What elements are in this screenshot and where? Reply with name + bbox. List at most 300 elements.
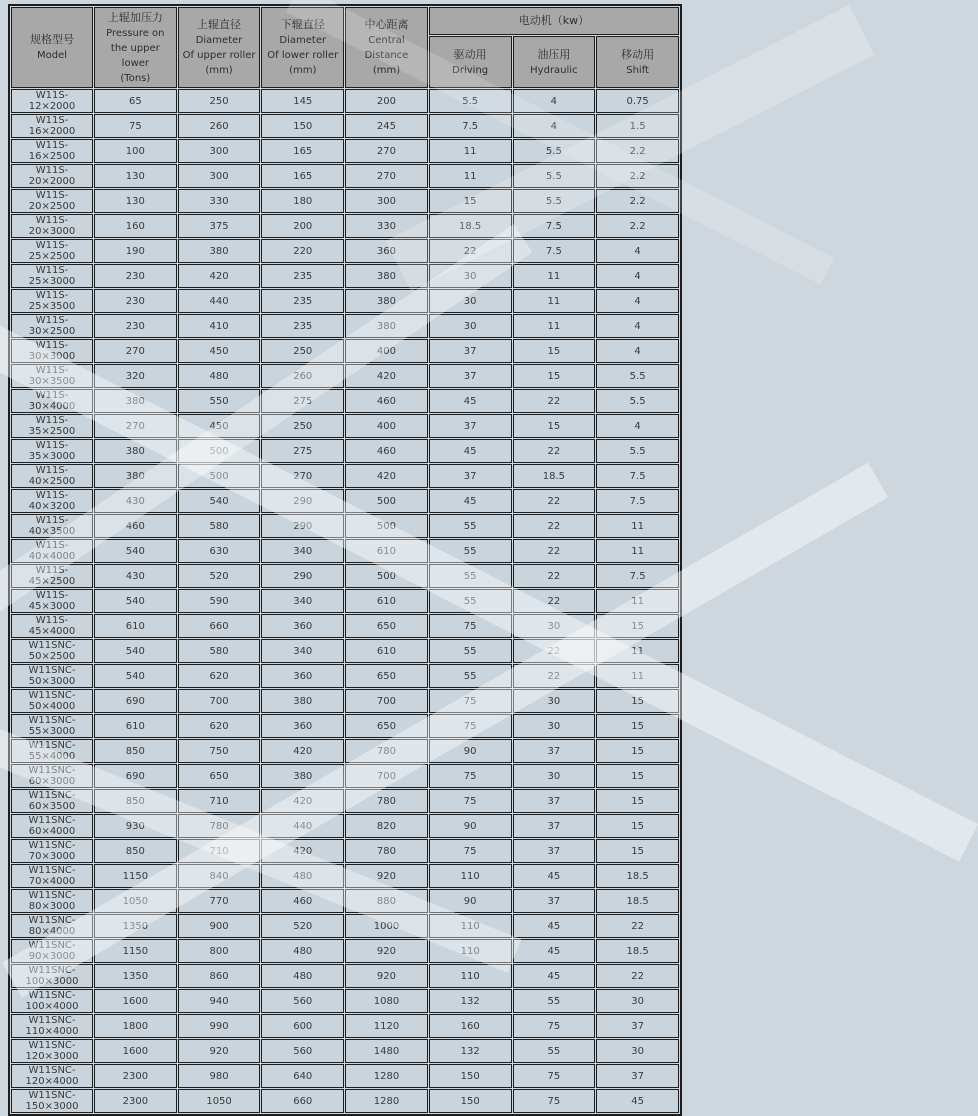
header-driving-en: Driving xyxy=(452,64,489,76)
cell-driving-kw: 37 xyxy=(429,414,512,438)
cell-pressure: 2300 xyxy=(94,1064,177,1088)
cell-lower-roller: 165 xyxy=(261,139,344,163)
cell-hydraulic-kw: 22 xyxy=(513,489,596,513)
table-row xyxy=(11,214,679,238)
cell-hydraulic-kw: 15 xyxy=(513,414,596,438)
cell-pressure: 1150 xyxy=(94,864,177,888)
cell-pressure: 430 xyxy=(94,489,177,513)
table-row xyxy=(11,714,679,738)
cell-lower-roller: 340 xyxy=(261,589,344,613)
cell-hydraulic-kw: 5.5 xyxy=(513,189,596,213)
cell-upper-roller: 940 xyxy=(178,989,261,1013)
header-motor-label: 电动机（kw） xyxy=(518,14,590,27)
table-row xyxy=(11,289,679,313)
cell-shift-kw: 15 xyxy=(596,789,679,813)
cell-shift-kw: 4 xyxy=(596,414,679,438)
cell-pressure: 380 xyxy=(94,439,177,463)
cell-pressure: 540 xyxy=(94,639,177,663)
cell-pressure: 850 xyxy=(94,739,177,763)
cell-upper-roller: 550 xyxy=(178,389,261,413)
header-central-distance-en1: Central xyxy=(368,35,405,46)
cell-upper-roller: 250 xyxy=(178,89,261,113)
table-row xyxy=(11,114,679,138)
cell-pressure: 380 xyxy=(94,389,177,413)
cell-driving-kw: 75 xyxy=(429,689,512,713)
cell-hydraulic-kw: 15 xyxy=(513,364,596,388)
cell-lower-roller: 290 xyxy=(261,514,344,538)
table-row xyxy=(11,164,679,188)
cell-pressure: 850 xyxy=(94,839,177,863)
cell-lower-roller: 420 xyxy=(261,789,344,813)
cell-upper-roller: 260 xyxy=(178,114,261,138)
header-hydraulic-en: Hydraulic xyxy=(530,64,578,76)
header-pressure xyxy=(94,7,177,88)
cell-upper-roller: 300 xyxy=(178,139,261,163)
header-pressure-en1: Pressure on xyxy=(106,27,165,39)
cell-model: W11S-35×3000 xyxy=(11,439,93,463)
cell-hydraulic-kw: 11 xyxy=(513,314,596,338)
cell-shift-kw: 0.75 xyxy=(596,89,679,113)
header-pressure-en2: the upper lower xyxy=(110,42,160,69)
cell-hydraulic-kw: 45 xyxy=(513,939,596,963)
cell-lower-roller: 660 xyxy=(261,1089,344,1113)
header-upper-roller-unit: (mm) xyxy=(205,65,233,76)
cell-driving-kw: 22 xyxy=(429,239,512,263)
table-row xyxy=(11,789,679,813)
table-row xyxy=(11,589,679,613)
cell-central-distance: 1080 xyxy=(345,989,428,1013)
cell-pressure: 230 xyxy=(94,314,177,338)
table-row xyxy=(11,739,679,763)
cell-hydraulic-kw: 5.5 xyxy=(513,139,596,163)
header-pressure-zh: 上辊加压力 xyxy=(107,10,163,24)
cell-model: W11S-45×4000 xyxy=(11,614,93,638)
cell-lower-roller: 480 xyxy=(261,964,344,988)
cell-lower-roller: 480 xyxy=(261,864,344,888)
table-row xyxy=(11,489,679,513)
cell-model: W11S-25×2500 xyxy=(11,239,93,263)
header-upper-roller-zh: 上辊直径 xyxy=(197,18,242,31)
header-shift xyxy=(596,36,679,88)
header-hydraulic xyxy=(513,36,596,88)
cell-hydraulic-kw: 22 xyxy=(513,539,596,563)
cell-upper-roller: 520 xyxy=(178,564,261,588)
cell-lower-roller: 290 xyxy=(261,489,344,513)
cell-model: W11SNC-50×3000 xyxy=(11,664,93,688)
cell-shift-kw: 5.5 xyxy=(596,439,679,463)
cell-shift-kw: 7.5 xyxy=(596,564,679,588)
cell-shift-kw: 11 xyxy=(596,639,679,663)
cell-model: W11S-20×3000 xyxy=(11,214,93,238)
cell-driving-kw: 55 xyxy=(429,564,512,588)
cell-central-distance: 1280 xyxy=(345,1064,428,1088)
cell-pressure: 1800 xyxy=(94,1014,177,1038)
cell-pressure: 1050 xyxy=(94,889,177,913)
cell-pressure: 75 xyxy=(94,114,177,138)
cell-central-distance: 460 xyxy=(345,389,428,413)
header-central-distance xyxy=(345,7,428,88)
cell-driving-kw: 90 xyxy=(429,814,512,838)
cell-shift-kw: 30 xyxy=(596,1039,679,1063)
table-row xyxy=(11,1039,679,1063)
cell-driving-kw: 45 xyxy=(429,389,512,413)
cell-upper-roller: 840 xyxy=(178,864,261,888)
cell-hydraulic-kw: 37 xyxy=(513,839,596,863)
header-upper-roller-en2: Of upper roller xyxy=(182,50,256,61)
cell-shift-kw: 7.5 xyxy=(596,489,679,513)
table-row xyxy=(11,939,679,963)
table-row xyxy=(11,314,679,338)
cell-hydraulic-kw: 30 xyxy=(513,614,596,638)
cell-pressure: 270 xyxy=(94,414,177,438)
cell-hydraulic-kw: 22 xyxy=(513,664,596,688)
cell-model: W11S-30×4000 xyxy=(11,389,93,413)
table-row xyxy=(11,839,679,863)
cell-model: W11SNC-120×4000 xyxy=(11,1064,93,1088)
header-upper-roller-en1: Diameter xyxy=(195,35,243,46)
cell-upper-roller: 380 xyxy=(178,239,261,263)
cell-upper-roller: 920 xyxy=(178,1039,261,1063)
cell-driving-kw: 55 xyxy=(429,514,512,538)
cell-central-distance: 1480 xyxy=(345,1039,428,1063)
cell-hydraulic-kw: 5.5 xyxy=(513,164,596,188)
header-lower-roller-en1: Diameter xyxy=(279,35,327,46)
cell-lower-roller: 440 xyxy=(261,814,344,838)
cell-pressure: 690 xyxy=(94,689,177,713)
cell-model: W11S-45×3000 xyxy=(11,589,93,613)
table-row xyxy=(11,814,679,838)
cell-central-distance: 380 xyxy=(345,314,428,338)
header-lower-roller-zh: 下辊直径 xyxy=(280,18,325,31)
cell-pressure: 160 xyxy=(94,214,177,238)
cell-pressure: 230 xyxy=(94,289,177,313)
header-motor-group xyxy=(429,7,679,35)
cell-upper-roller: 630 xyxy=(178,539,261,563)
cell-shift-kw: 2.2 xyxy=(596,214,679,238)
cell-shift-kw: 7.5 xyxy=(596,464,679,488)
cell-central-distance: 360 xyxy=(345,239,428,263)
cell-pressure: 690 xyxy=(94,764,177,788)
cell-model: W11S-45×2500 xyxy=(11,564,93,588)
cell-model: W11SNC-50×4000 xyxy=(11,689,93,713)
cell-lower-roller: 290 xyxy=(261,564,344,588)
cell-hydraulic-kw: 30 xyxy=(513,764,596,788)
cell-hydraulic-kw: 22 xyxy=(513,439,596,463)
cell-pressure: 270 xyxy=(94,339,177,363)
cell-model: W11S-40×4000 xyxy=(11,539,93,563)
cell-lower-roller: 180 xyxy=(261,189,344,213)
cell-model: W11SNC-60×4000 xyxy=(11,814,93,838)
cell-model: W11S-30×3500 xyxy=(11,364,93,388)
cell-hydraulic-kw: 22 xyxy=(513,389,596,413)
cell-hydraulic-kw: 45 xyxy=(513,864,596,888)
cell-pressure: 1350 xyxy=(94,914,177,938)
cell-lower-roller: 360 xyxy=(261,614,344,638)
cell-lower-roller: 600 xyxy=(261,1014,344,1038)
header-lower-roller-unit: (mm) xyxy=(289,65,317,76)
cell-central-distance: 920 xyxy=(345,939,428,963)
cell-central-distance: 780 xyxy=(345,739,428,763)
cell-shift-kw: 15 xyxy=(596,839,679,863)
cell-central-distance: 780 xyxy=(345,839,428,863)
table-row xyxy=(11,414,679,438)
cell-model: W11S-40×2500 xyxy=(11,464,93,488)
cell-lower-roller: 480 xyxy=(261,939,344,963)
cell-pressure: 1600 xyxy=(94,989,177,1013)
table-row xyxy=(11,89,679,113)
cell-hydraulic-kw: 18.5 xyxy=(513,464,596,488)
cell-hydraulic-kw: 4 xyxy=(513,89,596,113)
cell-driving-kw: 150 xyxy=(429,1064,512,1088)
cell-driving-kw: 15 xyxy=(429,189,512,213)
cell-pressure: 540 xyxy=(94,664,177,688)
cell-model: W11SNC-70×4000 xyxy=(11,864,93,888)
cell-driving-kw: 55 xyxy=(429,639,512,663)
table-row xyxy=(11,964,679,988)
table-row xyxy=(11,889,679,913)
cell-hydraulic-kw: 30 xyxy=(513,689,596,713)
cell-central-distance: 380 xyxy=(345,289,428,313)
table-row xyxy=(11,139,679,163)
cell-pressure: 320 xyxy=(94,364,177,388)
header-lower-roller-en2: Of lower roller xyxy=(267,50,339,61)
table-row xyxy=(11,389,679,413)
cell-hydraulic-kw: 75 xyxy=(513,1089,596,1113)
cell-shift-kw: 11 xyxy=(596,539,679,563)
cell-lower-roller: 235 xyxy=(261,314,344,338)
cell-shift-kw: 45 xyxy=(596,1089,679,1113)
cell-driving-kw: 18.5 xyxy=(429,214,512,238)
cell-upper-roller: 620 xyxy=(178,664,261,688)
cell-driving-kw: 90 xyxy=(429,889,512,913)
cell-pressure: 100 xyxy=(94,139,177,163)
cell-driving-kw: 75 xyxy=(429,764,512,788)
cell-upper-roller: 990 xyxy=(178,1014,261,1038)
cell-central-distance: 420 xyxy=(345,364,428,388)
cell-lower-roller: 235 xyxy=(261,289,344,313)
table-row xyxy=(11,689,679,713)
table-body xyxy=(11,89,679,1113)
table-row xyxy=(11,989,679,1013)
cell-upper-roller: 480 xyxy=(178,364,261,388)
cell-shift-kw: 4 xyxy=(596,339,679,363)
cell-driving-kw: 11 xyxy=(429,139,512,163)
cell-model: W11SNC-100×3000 xyxy=(11,964,93,988)
cell-driving-kw: 45 xyxy=(429,489,512,513)
table-row xyxy=(11,639,679,663)
cell-driving-kw: 37 xyxy=(429,464,512,488)
table-row xyxy=(11,1064,679,1088)
cell-shift-kw: 18.5 xyxy=(596,889,679,913)
cell-hydraulic-kw: 7.5 xyxy=(513,214,596,238)
cell-pressure: 1150 xyxy=(94,939,177,963)
cell-model: W11S-40×3500 xyxy=(11,514,93,538)
cell-shift-kw: 22 xyxy=(596,964,679,988)
header-shift-zh: 移动用 xyxy=(621,47,655,61)
cell-central-distance: 300 xyxy=(345,189,428,213)
cell-model: W11S-16×2500 xyxy=(11,139,93,163)
header-upper-roller xyxy=(178,7,261,88)
cell-driving-kw: 110 xyxy=(429,914,512,938)
header-central-distance-en2: Distance xyxy=(364,50,409,61)
cell-lower-roller: 640 xyxy=(261,1064,344,1088)
cell-shift-kw: 22 xyxy=(596,914,679,938)
cell-shift-kw: 15 xyxy=(596,739,679,763)
table-row xyxy=(11,614,679,638)
cell-central-distance: 920 xyxy=(345,864,428,888)
cell-upper-roller: 420 xyxy=(178,264,261,288)
cell-model: W11SNC-55×4000 xyxy=(11,739,93,763)
cell-pressure: 2300 xyxy=(94,1089,177,1113)
cell-model: W11S-12×2000 xyxy=(11,89,93,113)
cell-model: W11S-25×3500 xyxy=(11,289,93,313)
cell-driving-kw: 150 xyxy=(429,1089,512,1113)
table-row xyxy=(11,1014,679,1038)
cell-shift-kw: 11 xyxy=(596,514,679,538)
cell-central-distance: 650 xyxy=(345,714,428,738)
cell-shift-kw: 15 xyxy=(596,764,679,788)
spec-table xyxy=(8,4,682,1116)
cell-central-distance: 780 xyxy=(345,789,428,813)
cell-central-distance: 1000 xyxy=(345,914,428,938)
cell-hydraulic-kw: 4 xyxy=(513,114,596,138)
cell-upper-roller: 900 xyxy=(178,914,261,938)
cell-pressure: 850 xyxy=(94,789,177,813)
cell-hydraulic-kw: 75 xyxy=(513,1064,596,1088)
cell-upper-roller: 410 xyxy=(178,314,261,338)
cell-shift-kw: 37 xyxy=(596,1014,679,1038)
cell-hydraulic-kw: 22 xyxy=(513,589,596,613)
cell-model: W11SNC-90×3000 xyxy=(11,939,93,963)
header-driving xyxy=(429,36,512,88)
cell-model: W11SNC-80×3000 xyxy=(11,889,93,913)
header-pressure-unit: (Tons) xyxy=(120,72,151,84)
cell-central-distance: 500 xyxy=(345,514,428,538)
cell-lower-roller: 420 xyxy=(261,739,344,763)
cell-central-distance: 920 xyxy=(345,964,428,988)
cell-lower-roller: 360 xyxy=(261,664,344,688)
cell-shift-kw: 18.5 xyxy=(596,864,679,888)
cell-model: W11S-25×3000 xyxy=(11,264,93,288)
cell-driving-kw: 7.5 xyxy=(429,114,512,138)
cell-upper-roller: 650 xyxy=(178,764,261,788)
cell-hydraulic-kw: 37 xyxy=(513,789,596,813)
cell-hydraulic-kw: 55 xyxy=(513,1039,596,1063)
cell-hydraulic-kw: 11 xyxy=(513,289,596,313)
cell-shift-kw: 18.5 xyxy=(596,939,679,963)
cell-pressure: 65 xyxy=(94,89,177,113)
header-central-distance-zh: 中心距离 xyxy=(364,18,409,31)
cell-central-distance: 400 xyxy=(345,339,428,363)
cell-pressure: 610 xyxy=(94,614,177,638)
cell-shift-kw: 15 xyxy=(596,689,679,713)
cell-central-distance: 460 xyxy=(345,439,428,463)
cell-driving-kw: 11 xyxy=(429,164,512,188)
cell-hydraulic-kw: 45 xyxy=(513,914,596,938)
cell-upper-roller: 590 xyxy=(178,589,261,613)
cell-central-distance: 820 xyxy=(345,814,428,838)
cell-upper-roller: 300 xyxy=(178,164,261,188)
table-row xyxy=(11,464,679,488)
cell-driving-kw: 55 xyxy=(429,589,512,613)
table-header xyxy=(11,7,679,88)
cell-lower-roller: 270 xyxy=(261,464,344,488)
cell-driving-kw: 75 xyxy=(429,714,512,738)
cell-pressure: 1600 xyxy=(94,1039,177,1063)
cell-driving-kw: 55 xyxy=(429,539,512,563)
table-row xyxy=(11,564,679,588)
cell-model: W11SNC-50×2500 xyxy=(11,639,93,663)
table-row xyxy=(11,664,679,688)
header-model-en: Model xyxy=(36,50,68,61)
cell-model: W11S-16×2000 xyxy=(11,114,93,138)
cell-pressure: 130 xyxy=(94,189,177,213)
cell-pressure: 610 xyxy=(94,714,177,738)
cell-driving-kw: 132 xyxy=(429,989,512,1013)
cell-upper-roller: 540 xyxy=(178,489,261,513)
cell-upper-roller: 710 xyxy=(178,789,261,813)
cell-lower-roller: 275 xyxy=(261,439,344,463)
cell-lower-roller: 380 xyxy=(261,764,344,788)
cell-model: W11S-30×3000 xyxy=(11,339,93,363)
cell-lower-roller: 250 xyxy=(261,339,344,363)
cell-upper-roller: 750 xyxy=(178,739,261,763)
cell-driving-kw: 75 xyxy=(429,614,512,638)
cell-shift-kw: 1.5 xyxy=(596,114,679,138)
cell-shift-kw: 11 xyxy=(596,664,679,688)
cell-pressure: 540 xyxy=(94,539,177,563)
cell-lower-roller: 260 xyxy=(261,364,344,388)
cell-central-distance: 270 xyxy=(345,139,428,163)
cell-pressure: 1350 xyxy=(94,964,177,988)
cell-model: W11SNC-80×4000 xyxy=(11,914,93,938)
cell-upper-roller: 980 xyxy=(178,1064,261,1088)
cell-driving-kw: 55 xyxy=(429,664,512,688)
cell-shift-kw: 15 xyxy=(596,614,679,638)
header-shift-en: Shift xyxy=(626,64,649,76)
cell-shift-kw: 37 xyxy=(596,1064,679,1088)
table-row xyxy=(11,264,679,288)
cell-driving-kw: 5.5 xyxy=(429,89,512,113)
header-driving-zh: 驱动用 xyxy=(453,47,487,61)
table-row xyxy=(11,439,679,463)
header-lower-roller xyxy=(261,7,344,88)
cell-shift-kw: 15 xyxy=(596,714,679,738)
cell-upper-roller: 1050 xyxy=(178,1089,261,1113)
cell-lower-roller: 200 xyxy=(261,214,344,238)
cell-model: W11SNC-55×3000 xyxy=(11,714,93,738)
cell-central-distance: 245 xyxy=(345,114,428,138)
cell-central-distance: 500 xyxy=(345,489,428,513)
cell-driving-kw: 75 xyxy=(429,839,512,863)
cell-lower-roller: 340 xyxy=(261,539,344,563)
cell-lower-roller: 235 xyxy=(261,264,344,288)
cell-lower-roller: 460 xyxy=(261,889,344,913)
table-row xyxy=(11,539,679,563)
cell-driving-kw: 45 xyxy=(429,439,512,463)
cell-shift-kw: 4 xyxy=(596,239,679,263)
cell-upper-roller: 860 xyxy=(178,964,261,988)
cell-upper-roller: 770 xyxy=(178,889,261,913)
cell-hydraulic-kw: 22 xyxy=(513,514,596,538)
cell-model: W11S-30×2500 xyxy=(11,314,93,338)
cell-pressure: 460 xyxy=(94,514,177,538)
cell-central-distance: 650 xyxy=(345,664,428,688)
cell-model: W11SNC-60×3500 xyxy=(11,789,93,813)
cell-driving-kw: 110 xyxy=(429,939,512,963)
cell-lower-roller: 560 xyxy=(261,1039,344,1063)
cell-central-distance: 700 xyxy=(345,689,428,713)
